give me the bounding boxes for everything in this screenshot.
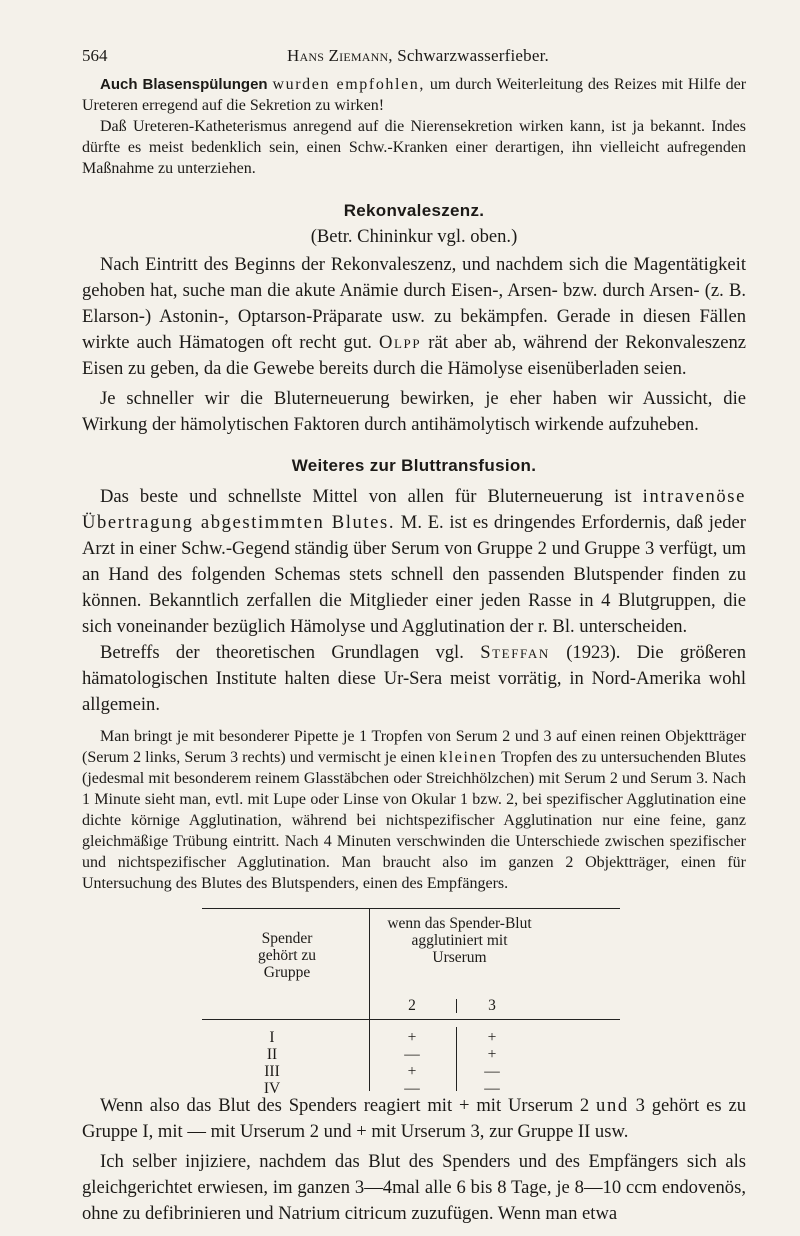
section-heading-rekonvaleszenz: Rekonvaleszenz. — [343, 201, 485, 220]
paragraph-text: Tropfen des zu untersuchenden Blutes (jedesmal mit besonderem reinem Glasstäbchen oder Streichhölzchen) mit Serum 2 und Serum 3. Nach 1 Minute sieht man, evtl. mit Lupe oder Linse von Okular 1 bzw. 2, bei spezifischer Agglutination eine dichte körnige Agglutination, während bei nichtspezifischer Agglutination nur eine feine, ganz gleichmäßige Trübung eintritt. Nach 4 Minuten verschwinden die Unterschiede zwischen spezifischer und nichtspezifischer Agglutination. Man braucht also im ganzen 2 Objektträger, einen für Untersuchung des Blutes des Blutspenders, einen des Empfängers. — [82, 749, 746, 892]
table-cell: + — [407, 1063, 417, 1080]
paragraph-blasenspuelungen — [82, 74, 746, 116]
table-value-divider — [456, 1027, 457, 1091]
table-cell: I — [269, 1029, 275, 1046]
author-name-olpp: Olpp — [378, 332, 422, 353]
paragraph-text: Man bringt je mit besonderer Pipette je 1 Tropfen von Serum 2 und 3 auf einen reinen Objektträger (Serum 2 links, Serum 3 rechts) und vermischt je einen — [82, 728, 746, 766]
section-subheading: (Betr. Chininkur vgl. oben.) — [310, 226, 518, 247]
table-cell: + — [487, 1046, 497, 1063]
paragraph-bluttransfusion-1 — [82, 484, 746, 640]
spaced-text: und — [596, 1095, 629, 1116]
table-top-rule — [202, 908, 620, 909]
table-cell: IV — [263, 1080, 281, 1097]
author-name-steffan: Steffan — [480, 642, 550, 663]
page-number: 564 — [82, 46, 108, 65]
paragraph-text: 3 gehört es zu Gruppe I, mit — mit Urserum 2 und + mit Urserum 3, zur Gruppe II usw. — [82, 1095, 746, 1142]
header-line: gehört zu — [257, 947, 317, 964]
table-header-rule — [202, 1019, 620, 1020]
section-heading-bluttransfusion: Weiteres zur Bluttransfusion. — [291, 456, 537, 475]
paragraph-method — [82, 726, 746, 894]
table-subheader-serum-3: 3 — [488, 997, 496, 1014]
table-subheader-serum-2: 2 — [408, 997, 416, 1014]
paragraph-text: M. E. ist es dringendes Erfordernis, daß jeder Arzt in einer Schw.-Gegend ständig über Serum von Gruppe 2 und Gruppe 3 verfügt, um an Hand des folgenden Schemas stets schnell den passenden Blutspender finden zu können. Bekanntlich zerfallen die Mitglieder einer jeden Rasse in 4 Blutgruppen, die sich voneinander bezüglich Hämolyse und Agglutination der r. Bl. unterscheiden. — [82, 512, 746, 637]
paragraph-rekonvaleszenz-1 — [82, 252, 746, 382]
table-column-divider — [369, 908, 370, 1091]
run-in-heading: Auch Blasenspülungen — [100, 76, 268, 93]
running-header — [82, 46, 746, 68]
table-cell: — — [484, 1063, 500, 1080]
table-header-urserum — [377, 915, 542, 966]
blood-group-table — [82, 908, 746, 1097]
header-line: Gruppe — [263, 964, 311, 981]
paragraph-rekonvaleszenz-2: Je schneller wir die Bluterneuerung bewirken, je eher haben wir Aussicht, die Wirkung der hämolytischen Faktoren durch antihämolytisch wirkende aufzuheben. — [82, 388, 746, 435]
header-line: Urserum — [432, 949, 487, 966]
table-cell: + — [407, 1029, 417, 1046]
spaced-text: wurden empfohlen, — [272, 76, 425, 93]
paragraph-text: (1923). Die größeren hämatologischen Institute halten diese Ur-Sera meist vorrätig, in Nord-Amerika wohl allgemein. — [82, 642, 746, 715]
table-cell: II — [266, 1046, 278, 1063]
emphasized-text: intravenöse Übertragung abgestimmten Blutes. — [82, 486, 746, 533]
table-serum-3-column — [472, 1029, 512, 1097]
table-cell: — — [484, 1080, 500, 1097]
page-body — [82, 74, 746, 1227]
paragraph-text: Das beste und schnellste Mittel von allen für Bluterneuerung ist — [100, 486, 632, 507]
paragraph-text: um durch Weiterleitung des Reizes mit Hilfe der Ureteren erregend auf die Sekretion zu wirken! — [82, 76, 747, 114]
header-author: Hans Ziemann, — [287, 46, 393, 65]
header-line: agglutiniert mit — [411, 932, 508, 949]
paragraph-text: rät aber ab, während der Rekonvaleszenz Eisen zu geben, da die Gewebe bereits durch die Hämolyse eisenüberladen seien. — [82, 332, 746, 379]
paragraph-text: Wenn also das Blut des Spenders reagiert mit + mit Urserum 2 — [100, 1095, 590, 1116]
paragraph-table-explanation — [82, 1093, 746, 1145]
paragraph-text: Nach Eintritt des Beginns der Rekonvaleszenz, und nachdem sich die Magentätigkeit gehoben hat, suche man die akute Anämie durch Eisen-, Arsen- bzw. durch Arsen- (z. B. Elarson-) Astonin-, Optarson-Präparate usw. zu bekämpfen. Gerade in diesen Fällen wirkte auch Hämatogen oft recht gut. — [82, 254, 746, 353]
paragraph-injection: Ich selber injiziere, nachdem das Blut des Spenders und des Empfängers sich als gleichgerichtet erwiesen, im ganzen 3—4mal alle 6 bis 8 Tage, je 8—10 ccm endovenös, ohne zu defibrinieren und Natrium citricum zuzufügen. Wenn man etwa — [82, 1151, 746, 1224]
header-line: Spender — [261, 930, 313, 947]
table-subheader-divider — [456, 999, 457, 1013]
table-row-group-column — [242, 1029, 302, 1097]
paragraph-bluttransfusion-2 — [82, 640, 746, 718]
emphasized-text: kleinen — [439, 749, 498, 766]
header-title: Schwarzwasserfieber. — [397, 46, 549, 65]
running-title — [287, 46, 549, 66]
table-cell: — — [404, 1080, 420, 1097]
table-cell: III — [264, 1063, 280, 1080]
table-cell: — — [404, 1046, 420, 1063]
table-cell: + — [487, 1029, 497, 1046]
paragraph-text: Betreffs der theoretischen Grundlagen vgl. — [100, 642, 464, 663]
table-serum-2-column — [392, 1029, 432, 1097]
paragraph-ureteren: Daß Ureteren-Katheterismus anregend auf die Nierensekretion wirken kann, ist ja bekannt. Indes dürfte es meist bedenklich sein, einen Schw.-Kranken einer derartigen, ihn vielleicht aufregenden Maßnahme zu unterziehen. — [82, 118, 746, 177]
table-header-spender — [222, 930, 352, 981]
header-line: wenn das Spender-Blut — [387, 915, 532, 932]
